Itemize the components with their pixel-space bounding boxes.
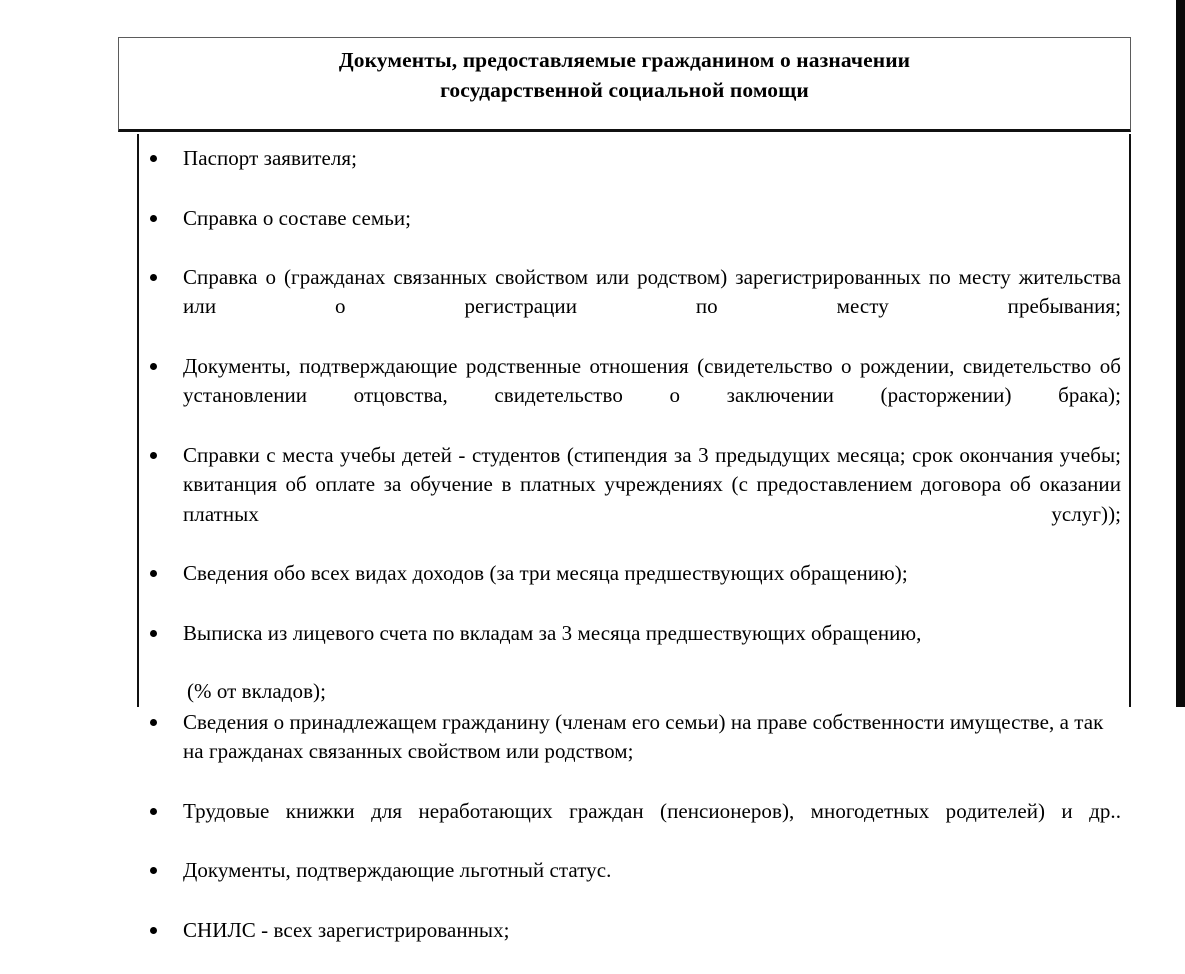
list-item [139, 204, 1121, 263]
bullet-icon [150, 719, 157, 726]
bullet-icon [150, 808, 157, 815]
list-item [139, 352, 1121, 440]
list-item-label: Документы, подтверждающие родственные отношения (свидетельство о рождении, свидетельство об установлении отцовства, свидетельство о заключении (расторжении) брака); [183, 354, 1121, 408]
page-title-line-1: Документы, предоставляемые гражданином о назначении [338, 48, 911, 72]
list-item [139, 263, 1121, 351]
bullet-icon [150, 274, 157, 281]
list-item-label: Трудовые книжки для неработающих граждан (пенсионеров), многодетных родителей) и др.. [183, 798, 1121, 823]
list-item [139, 797, 1121, 856]
list-item [139, 144, 1121, 203]
page-title [245, 38, 1005, 105]
bullet-icon [150, 570, 157, 577]
list-item [139, 708, 1121, 796]
list-item-label-continued: (% от вкладов); [187, 679, 326, 704]
list-item-label: СНИЛС - всех зарегистрированных; [183, 917, 510, 942]
list-item [139, 916, 1121, 974]
list-item-label: Сведения о принадлежащем гражданину (членам его семьи) на праве собственности имуществе, а так на гражданах связанных свойством или родством; [183, 709, 1104, 763]
list-item [139, 619, 1121, 707]
page-scan-edge [1176, 0, 1185, 707]
documents-list [139, 134, 1129, 974]
bullet-icon [150, 215, 157, 222]
list-item-label: Сведения обо всех видах доходов (за три месяца предшествующих обращению); [183, 561, 908, 586]
bullet-icon [150, 155, 157, 162]
bullet-icon [150, 630, 157, 637]
list-item [139, 559, 1121, 618]
list-item-label: Справки с места учебы детей - студентов (стипендия за 3 предыдущих месяца; срок окончания учебы; квитанция об оплате за обучение в платных учреждениях (с предоставлением договора об оказании платных услуг)); [183, 442, 1121, 526]
bullet-icon [150, 927, 157, 934]
list-item [139, 856, 1121, 915]
page-title-line-2: государственной социальной помощи [440, 78, 809, 102]
list-item-label: Справка о составе семьи; [183, 205, 412, 230]
list-item-label: Справка о (гражданах связанных свойством или родством) зарегистрированных по месту жительства или о регистрации по месту пребывания; [183, 265, 1121, 319]
bullet-icon [150, 363, 157, 370]
document-body-box [137, 134, 1131, 942]
bullet-icon [150, 452, 157, 459]
list-item [139, 441, 1121, 558]
document-header-box [118, 37, 1131, 132]
bullet-icon [150, 867, 157, 874]
list-item-label: Паспорт заявителя; [183, 146, 357, 170]
list-item-label: Выписка из лицевого счета по вкладам за 3 месяца предшествующих обращению, [183, 620, 922, 645]
list-item-label: Документы, подтверждающие льготный статус. [183, 858, 612, 883]
